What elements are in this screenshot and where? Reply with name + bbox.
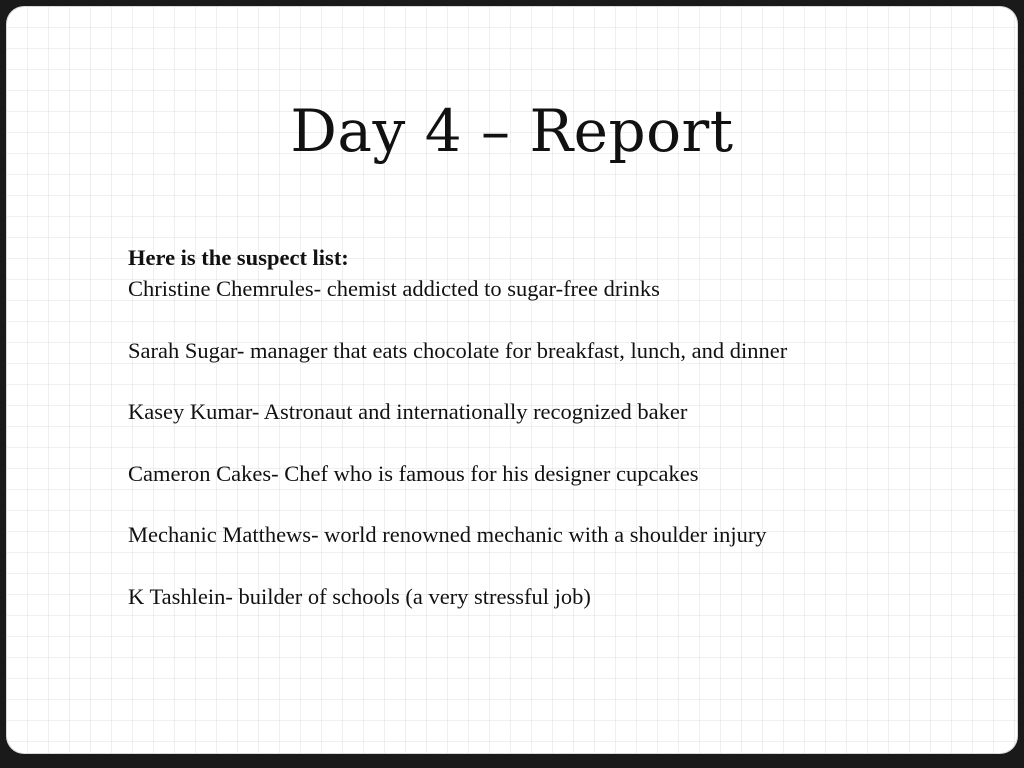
spacer (128, 304, 1008, 335)
suspect-item: K Tashlein- builder of schools (a very stressful job) (128, 583, 591, 609)
spacer (128, 366, 1008, 397)
slide (6, 6, 1018, 754)
suspect-list-heading: Here is the suspect list: (128, 245, 349, 270)
spacer (128, 550, 1008, 581)
slide-title: Day 4 – Report (290, 97, 734, 165)
suspect-item: Cameron Cakes- Chef who is famous for his designer cupcakes (128, 460, 699, 486)
suspect-item: Christine Chemrules- chemist addicted to sugar-free drinks (128, 276, 660, 301)
suspect-item: Kasey Kumar- Astronaut and internationally recognized baker (128, 399, 688, 424)
spacer (128, 489, 1008, 520)
suspect-item: Mechanic Matthews- world renowned mechanic with a shoulder injury (128, 522, 767, 547)
suspect-item: Sarah Sugar- manager that eats chocolate for breakfast, lunch, and dinner (128, 337, 788, 363)
slide-body (128, 242, 1008, 612)
spacer (128, 427, 1008, 458)
